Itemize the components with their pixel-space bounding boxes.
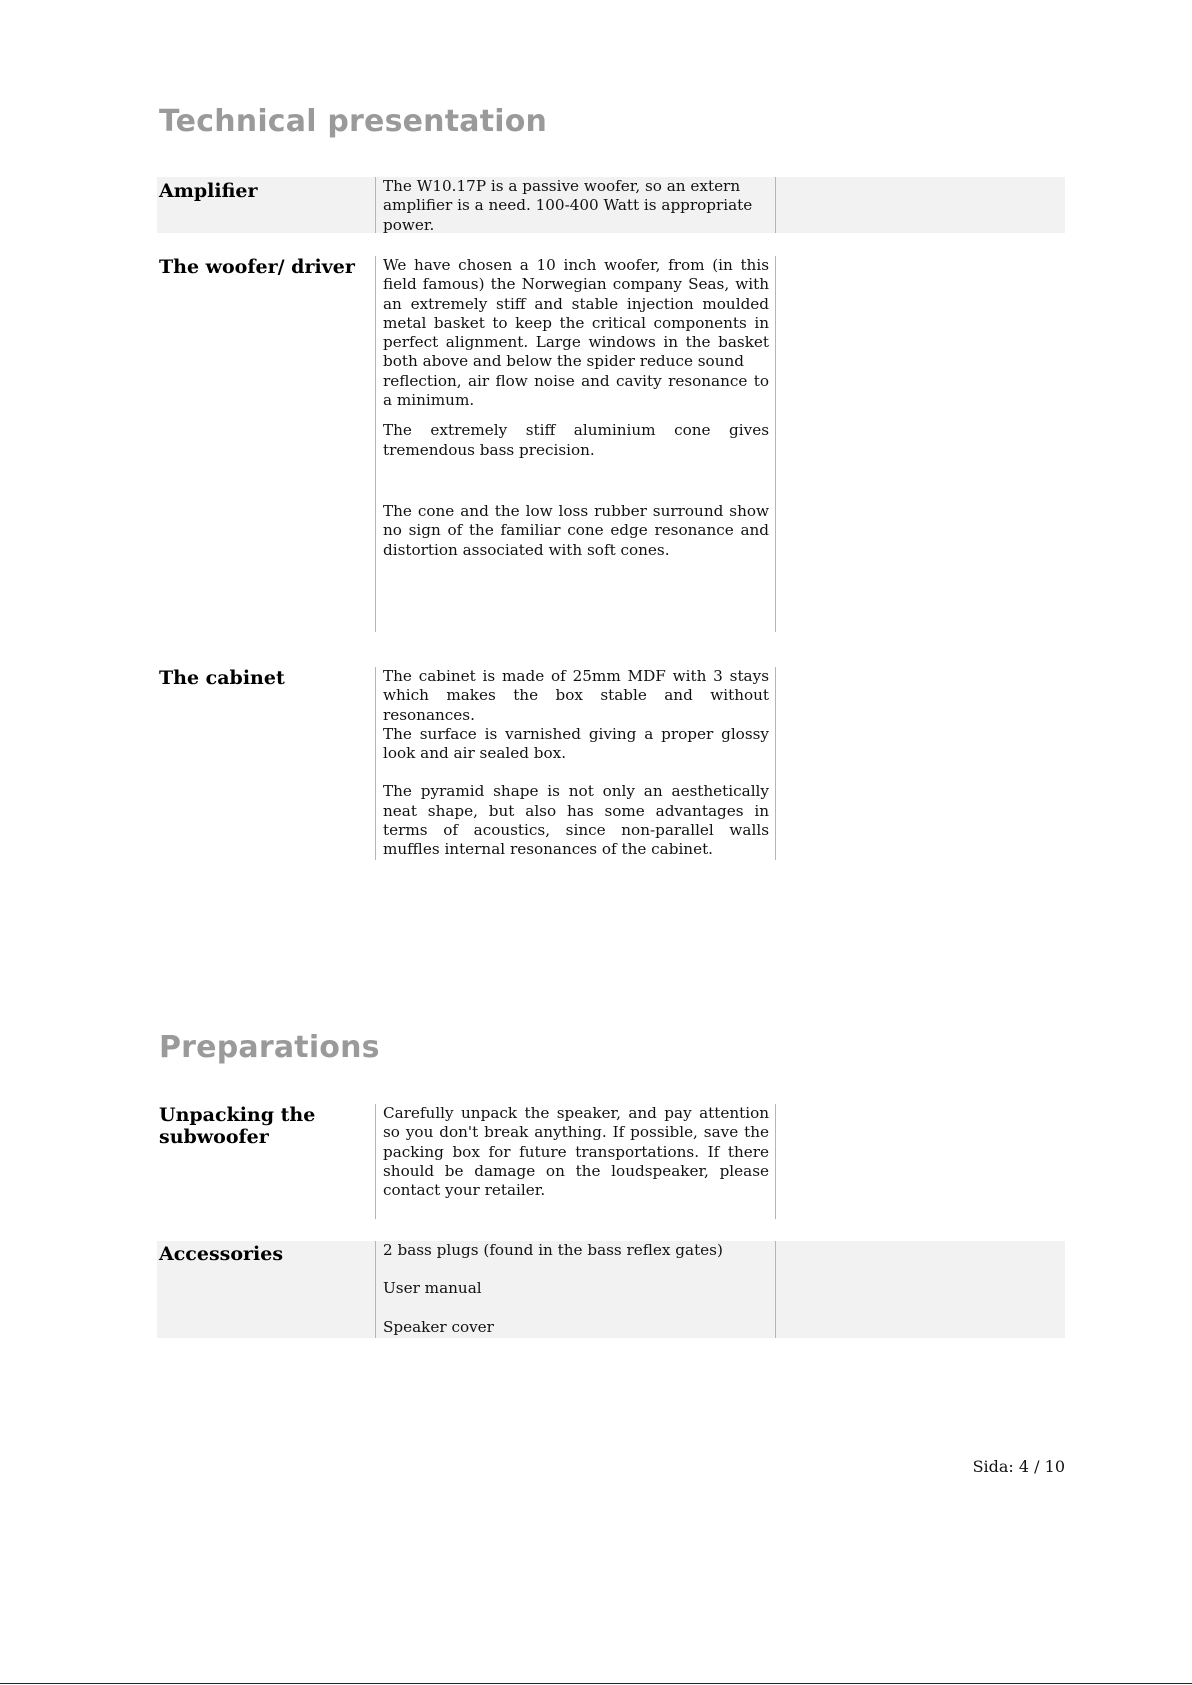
amplifier-line-3: power. — [383, 215, 435, 233]
cabinet-paragraph-1b: The surface is varnished giving a proper glossy look and air sealed box. — [383, 724, 769, 763]
row-label-unpacking — [159, 1104, 359, 1148]
cabinet-paragraph-1: The cabinet is made of 25mm MDF with 3 stays which makes the box stable and without resonances. — [383, 667, 769, 724]
page-bottom-divider — [0, 1683, 1192, 1684]
row-amplifier — [157, 177, 1065, 233]
unpacking-paragraph: Carefully unpack the speaker, and pay attention so you don't break anything. If possible, save the packing box for future transportations. If there should be damage on the loudspeaker, please contact your retailer. — [383, 1104, 769, 1200]
row-text-amplifier — [375, 177, 776, 233]
row-accessories — [157, 1241, 1065, 1338]
accessory-item: Speaker cover — [383, 1317, 494, 1336]
row-label-woofer: The woofer/ driver — [159, 256, 355, 278]
woofer-paragraph-1: We have chosen a 10 inch woofer, from (in this field famous) the Norwegian company Seas, with an extremely stiff and stable injection moulded metal basket to keep the critical components in perfect alignment. Large windows in the basket both above and below the spider reduce sound — [383, 256, 769, 371]
woofer-paragraph-3: The cone and the low loss rubber surround show no sign of the familiar cone edge resonance and distortion associated with soft cones. — [383, 501, 769, 559]
section-heading-preparations: Preparations — [159, 1030, 380, 1065]
cabinet-paragraph-2: The pyramid shape is not only an aesthetically neat shape, but also has some advantages in terms of acoustics, since non-parallel walls muffles internal resonances of the cabinet. — [383, 782, 769, 859]
row-label-cabinet: The cabinet — [159, 667, 285, 689]
row-woofer — [157, 256, 1065, 632]
section-heading-technical: Technical presentation — [159, 104, 548, 139]
amplifier-line-2: amplifier is a need. 100-400 Watt is appropriate — [383, 196, 753, 215]
row-text-woofer — [375, 256, 776, 632]
row-label-unpacking-line-2: subwoofer — [159, 1126, 269, 1148]
row-unpacking — [157, 1104, 1065, 1219]
accessory-item: 2 bass plugs (found in the bass reflex gates) — [383, 1241, 723, 1259]
row-label-accessories: Accessories — [159, 1243, 284, 1265]
amplifier-line-1: The W10.17P is a passive woofer, so an extern — [383, 177, 741, 195]
woofer-paragraph-2: The extremely stiff aluminium cone gives tremendous bass precision. — [383, 421, 769, 459]
accessory-item: User manual — [383, 1279, 482, 1298]
woofer-paragraph-1b: reflection, air flow noise and cavity resonance to a minimum. — [383, 371, 769, 410]
row-text-cabinet — [375, 667, 776, 860]
row-text-unpacking — [375, 1104, 776, 1219]
row-label-unpacking-line-1: Unpacking the — [159, 1104, 316, 1126]
row-label-amplifier: Amplifier — [159, 180, 258, 202]
row-text-accessories — [375, 1241, 776, 1338]
page-number: Sida: 4 / 10 — [972, 1457, 1065, 1476]
row-cabinet — [157, 667, 1065, 860]
